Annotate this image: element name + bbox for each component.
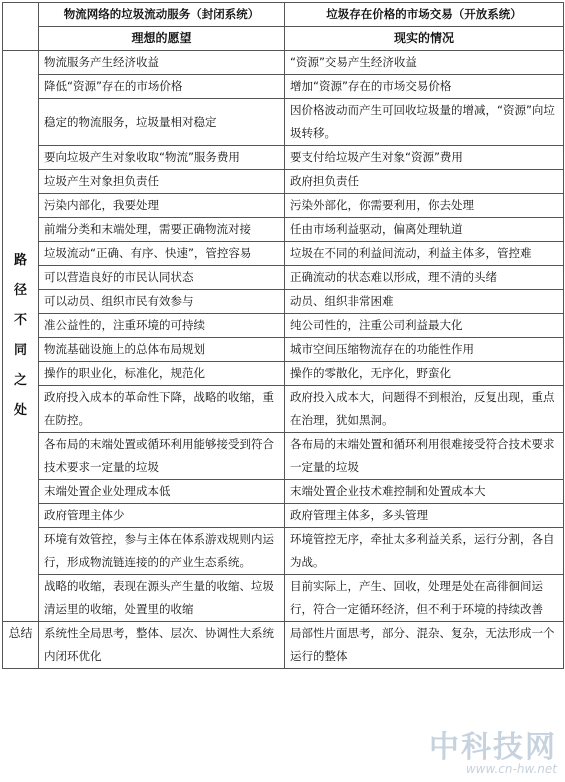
cell-ideal [39, 290, 285, 314]
cell-reality [285, 338, 564, 362]
table-row [3, 338, 564, 362]
cell-reality [285, 386, 564, 433]
cell-reality-text: 动员、组织非常困难 [290, 294, 394, 308]
table-row [3, 170, 564, 194]
cell-reality-text: 任由市场利益驱动，偏离处理轨道 [290, 222, 463, 236]
cell-ideal [39, 528, 285, 575]
cell-reality-text: 要支付给垃圾产生对象“资源”费用 [290, 150, 463, 164]
cell-ideal-text: 稳定的物流服务，垃圾量相对稳定 [44, 114, 217, 129]
cell-reality [285, 528, 564, 575]
cell-ideal [39, 314, 285, 338]
table-row [3, 75, 564, 99]
table-row [3, 386, 564, 433]
cell-reality [285, 99, 564, 146]
side-label-char: 径 [13, 283, 27, 298]
cell-ideal [39, 575, 285, 622]
header-row [3, 3, 564, 27]
cell-reality [285, 266, 564, 290]
cell-ideal [39, 504, 285, 528]
cell-ideal-text: 政府管理主体少 [44, 508, 125, 522]
watermark-logo-text: 中科技网 [429, 730, 557, 765]
cell-reality [285, 480, 564, 504]
table-row [3, 290, 564, 314]
cell-ideal [39, 362, 285, 386]
table-row [3, 504, 564, 528]
cell-reality [285, 75, 564, 99]
cell-ideal-text: 前端分类和末端处理，需要正确物流对接 [44, 222, 251, 236]
cell-ideal-text: 要向垃圾产生对象收取“物流”服务费用 [44, 150, 240, 164]
cell-ideal [39, 338, 285, 362]
cell-reality-text: 因价格波动而产生可回收垃圾量的增减，“资源”向垃圾转移。 [290, 103, 555, 140]
watermark-url: www.cn-hw.net [465, 762, 557, 776]
cell-ideal [39, 433, 285, 480]
table-row [3, 433, 564, 480]
cell-reality-text: 增加“资源”存在的市场交易价格 [290, 79, 452, 93]
table-row [3, 218, 564, 242]
cell-ideal [39, 146, 285, 170]
summary-reality: 局部性片面思考，部分、混杂、复杂，无法形成一个运行的整体 [285, 622, 564, 669]
cell-reality-text: 垃圾在不同的利益间流动，利益主体多，管控难 [290, 246, 532, 260]
cell-ideal-text: 物流服务产生经济收益 [44, 55, 159, 69]
table-row [3, 480, 564, 504]
cell-reality [285, 242, 564, 266]
cell-ideal-text: 准公益性的，注重环境的可持续 [44, 318, 205, 332]
comparison-table [2, 2, 564, 669]
cell-ideal [39, 194, 285, 218]
cell-reality [285, 575, 564, 622]
cell-reality-text: 污染外部化，你需要利用，你去处理 [290, 198, 474, 212]
subheader-ideal: 理想的愿望 [39, 27, 285, 51]
table-row [3, 362, 564, 386]
cell-reality [285, 170, 564, 194]
summary-label: 总结 [3, 622, 39, 669]
cell-reality [285, 51, 564, 75]
side-label-char: 处 [13, 403, 27, 418]
side-label-char: 之 [13, 373, 27, 388]
table-row [3, 575, 564, 622]
cell-reality [285, 314, 564, 338]
cell-ideal-text: 战略的收缩，表现在源头产生量的收缩、垃圾清运里的收缩，处置里的收缩 [44, 579, 274, 616]
cell-reality-text: “资源”交易产生经济收益 [290, 55, 417, 69]
header-corner [3, 3, 39, 51]
table-body [3, 51, 564, 669]
side-label-char: 不 [13, 313, 27, 328]
cell-ideal [39, 242, 285, 266]
cell-ideal-text: 各布局的末端处置或循环利用能够接受到符合技术要求一定量的垃圾 [44, 437, 274, 474]
cell-reality-text: 政府管理主体多，多头管理 [290, 508, 428, 522]
cell-reality-text: 目前实际上，产生、回收，处理是处在高徘徊间运行，符合一定循环经济，但不利于环境的持续改善 [290, 579, 543, 616]
header-open-system: 垃圾存在价格的市场交易（开放系统） [285, 3, 564, 27]
cell-ideal-text: 环境有效管控，参与主体在体系游戏规则内运行，形成物流链连接的的产业生态系统。 [44, 532, 274, 569]
header-closed-system: 物流网络的垃圾流动服务（封闭系统） [39, 3, 285, 27]
table-row [3, 528, 564, 575]
cell-ideal-text: 垃圾产生对象担负责任 [44, 174, 159, 188]
cell-ideal-text: 操作的职业化，标准化，规范化 [44, 366, 205, 380]
cell-ideal-text: 物流基础设施上的总体布局规划 [44, 342, 205, 356]
cell-reality-text: 政府担负责任 [290, 174, 359, 188]
cell-reality-text: 正确流动的状态难以形成，理不清的头绪 [290, 270, 497, 284]
cell-ideal [39, 75, 285, 99]
table-row [3, 266, 564, 290]
subheader-reality: 现实的情况 [285, 27, 564, 51]
cell-ideal-text: 末端处置企业处理成本低 [44, 484, 171, 498]
cell-ideal [39, 51, 285, 75]
cell-ideal [39, 386, 285, 433]
cell-ideal-text: 降低“资源”存在的市场价格 [44, 79, 183, 93]
summary-row [3, 622, 564, 669]
table-row [3, 51, 564, 75]
cell-reality [285, 433, 564, 480]
cell-ideal-text: 垃圾流动“正确、有序、快速”，管控容易 [44, 246, 252, 260]
table-row [3, 99, 564, 146]
cell-ideal-text: 政府投入成本的革命性下降，战略的收缩，重在防控。 [44, 390, 274, 427]
cell-reality-text: 末端处置企业技术难控制和处置成本大 [290, 484, 486, 498]
site-watermark [429, 722, 557, 776]
table-row [3, 194, 564, 218]
cell-ideal-text: 污染内部化，我要处理 [44, 198, 159, 212]
cell-reality [285, 194, 564, 218]
cell-reality [285, 218, 564, 242]
table-row [3, 242, 564, 266]
cell-ideal [39, 218, 285, 242]
summary-ideal: 系统性全局思考，整体、层次、协调性大系统内闭环优化 [39, 622, 285, 669]
table-row [3, 146, 564, 170]
cell-ideal [39, 480, 285, 504]
cell-reality-text: 各布局的末端处置和循环利用很难接受符合技术要求一定量的垃圾 [290, 437, 555, 474]
cell-ideal [39, 99, 285, 146]
cell-ideal-text: 可以营造良好的市民认同状态 [44, 270, 194, 284]
cell-reality-text: 环境管控无序，牵扯太多利益关系，运行分割，各自为战。 [290, 532, 555, 569]
side-label-char: 同 [13, 343, 27, 358]
cell-reality [285, 290, 564, 314]
table-row [3, 314, 564, 338]
cell-ideal-text: 可以动员、组织市民有效参与 [44, 294, 194, 308]
cell-ideal [39, 266, 285, 290]
cell-reality [285, 146, 564, 170]
cell-reality-text: 城市空间压缩物流存在的功能性作用 [290, 342, 474, 356]
side-label-path-differences [3, 51, 39, 622]
subheader-row [3, 27, 564, 51]
cell-reality-text: 操作的零散化，无序化，野蛮化 [290, 366, 451, 380]
cell-reality [285, 504, 564, 528]
cell-reality [285, 362, 564, 386]
side-label-char: 路 [13, 253, 27, 268]
cell-ideal [39, 170, 285, 194]
cell-reality-text: 政府投入成本大，问题得不到根治，反复出现，重点在治理，犹如黑洞。 [290, 390, 555, 427]
cell-reality-text: 纯公司性的，注重公司利益最大化 [290, 318, 463, 332]
